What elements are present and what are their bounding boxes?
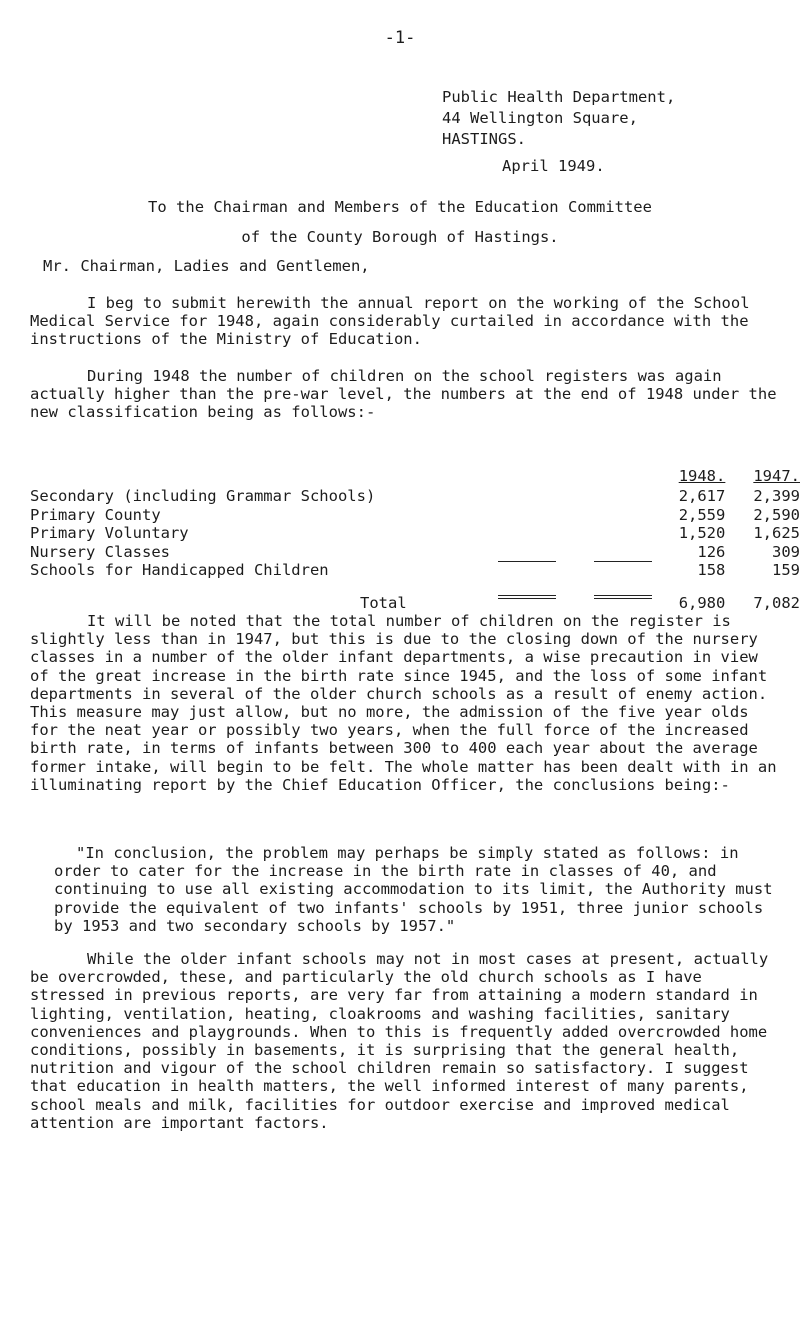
addressee-line-1: To the Chairman and Members of the Education Committee	[148, 198, 652, 216]
row-label: Primary Voluntary	[30, 524, 189, 542]
rule-1948-top	[498, 561, 556, 562]
salutation: Mr. Chairman, Ladies and Gentlemen,	[43, 257, 370, 275]
value-1947: 2,399	[753, 487, 800, 505]
value-1947: 1,625	[753, 524, 800, 542]
quoted-conclusion	[54, 844, 774, 935]
value-1948: 2,559	[678, 505, 726, 524]
address-line-2: 44 Wellington Square,	[442, 109, 638, 127]
year-1948-header: 1948.	[678, 467, 726, 485]
paragraph-intro-text: I beg to submit herewith the annual report on the working of the School Medical Service for 1948, again considerably curtailed in accordance with the instructions of the Ministry of Education.	[30, 294, 750, 349]
value-1947: 2,590	[753, 505, 800, 524]
page-number: -1-	[384, 28, 416, 48]
table-row	[30, 524, 800, 543]
paragraph-intro	[30, 294, 780, 349]
address-line-3: HASTINGS.	[442, 130, 526, 148]
paragraph-registers-text: During 1948 the number of children on the school registers was again actually higher than the pre-war level, the numbers at the end of 1948 under the new classification being as follows:-	[30, 367, 777, 422]
total-1947: 7,082	[753, 593, 800, 612]
rule-1947-bottom-double	[594, 598, 652, 599]
address-line-1: Public Health Department,	[442, 88, 676, 106]
registers-table	[30, 465, 800, 612]
value-1947: 309	[772, 542, 800, 561]
quoted-conclusion-text: "In conclusion, the problem may perhaps be simply stated as follows: in order to cater for the increase in the birth rate in classes of 40, and continuing to use all existing accommodation to its limit, the Authority must provide the equivalent of two infants' schools by 1951, three junior schools by 1953 and two secondary schools by 1957."	[54, 844, 773, 935]
row-label: Schools for Handicapped Children	[30, 561, 329, 579]
row-label: Nursery Classes	[30, 542, 170, 561]
table-row	[30, 506, 800, 525]
value-1948: 2,617	[678, 487, 726, 505]
value-1947: 159	[772, 561, 800, 579]
paragraph-explanation-text: It will be noted that the total number of children on the register is slightly less than in 1947, but this is due to the closing down of the nursery classes in a number of the older infant departments, a wise precaution in view of the great increase in the birth rate since 1945, and the loss of some infant departments in several of the older church schools as a result of enemy action. This measure may just allow, but no more, the admission of the five year olds for the neat year or possibly two years, when the full force of the increased birth rate, in terms of infants between 300 to 400 each year about the average former intake, will begin to be felt. The whole matter has been dealt with in an illuminating report by the Chief Education Officer, the conclusions being:-	[30, 612, 777, 794]
value-1948: 126	[697, 542, 726, 561]
paragraph-health-text: While the older infant schools may not in most cases at present, actually be overcrowded, these, and particularly the old church schools as I have stressed in previous reports, are very far from attaining a modern standard in lighting, ventilation, heating, cloakrooms and washing facilities, sanitary conveniences and playgrounds. When to this is frequently added overcrowded home conditions, possibly in basements, it is surprising that the general health, nutrition and vigour of the school children remain so satisfactory. I suggest that education in health matters, the well informed interest of many parents, school meals and milk, facilities for outdoor exercise and improved medical attention are important factors.	[30, 950, 769, 1132]
sender-address	[442, 87, 675, 150]
paragraph-registers	[30, 367, 780, 422]
paragraph-explanation	[30, 612, 780, 794]
total-1948: 6,980	[678, 593, 726, 612]
rule-1948-bottom-double	[498, 598, 556, 599]
letter-date: April 1949.	[502, 157, 605, 175]
rule-1947-top	[594, 561, 652, 562]
addressee-line-2: of the County Borough of Hastings.	[241, 228, 559, 246]
table-row	[30, 561, 800, 580]
value-1948: 1,520	[678, 524, 726, 542]
year-1947-header: 1947.	[753, 467, 800, 485]
row-label: Secondary (including Grammar Schools)	[30, 487, 376, 505]
paragraph-health	[30, 950, 780, 1132]
table-row	[30, 543, 800, 562]
table-header-row	[30, 465, 800, 487]
table-row	[30, 487, 800, 506]
value-1948: 158	[697, 561, 726, 579]
row-label: Primary County	[30, 505, 161, 524]
rule-1947-bottom	[594, 595, 652, 596]
rule-1948-bottom	[498, 595, 556, 596]
table-total-row	[30, 580, 800, 613]
total-label: Total	[360, 593, 407, 612]
